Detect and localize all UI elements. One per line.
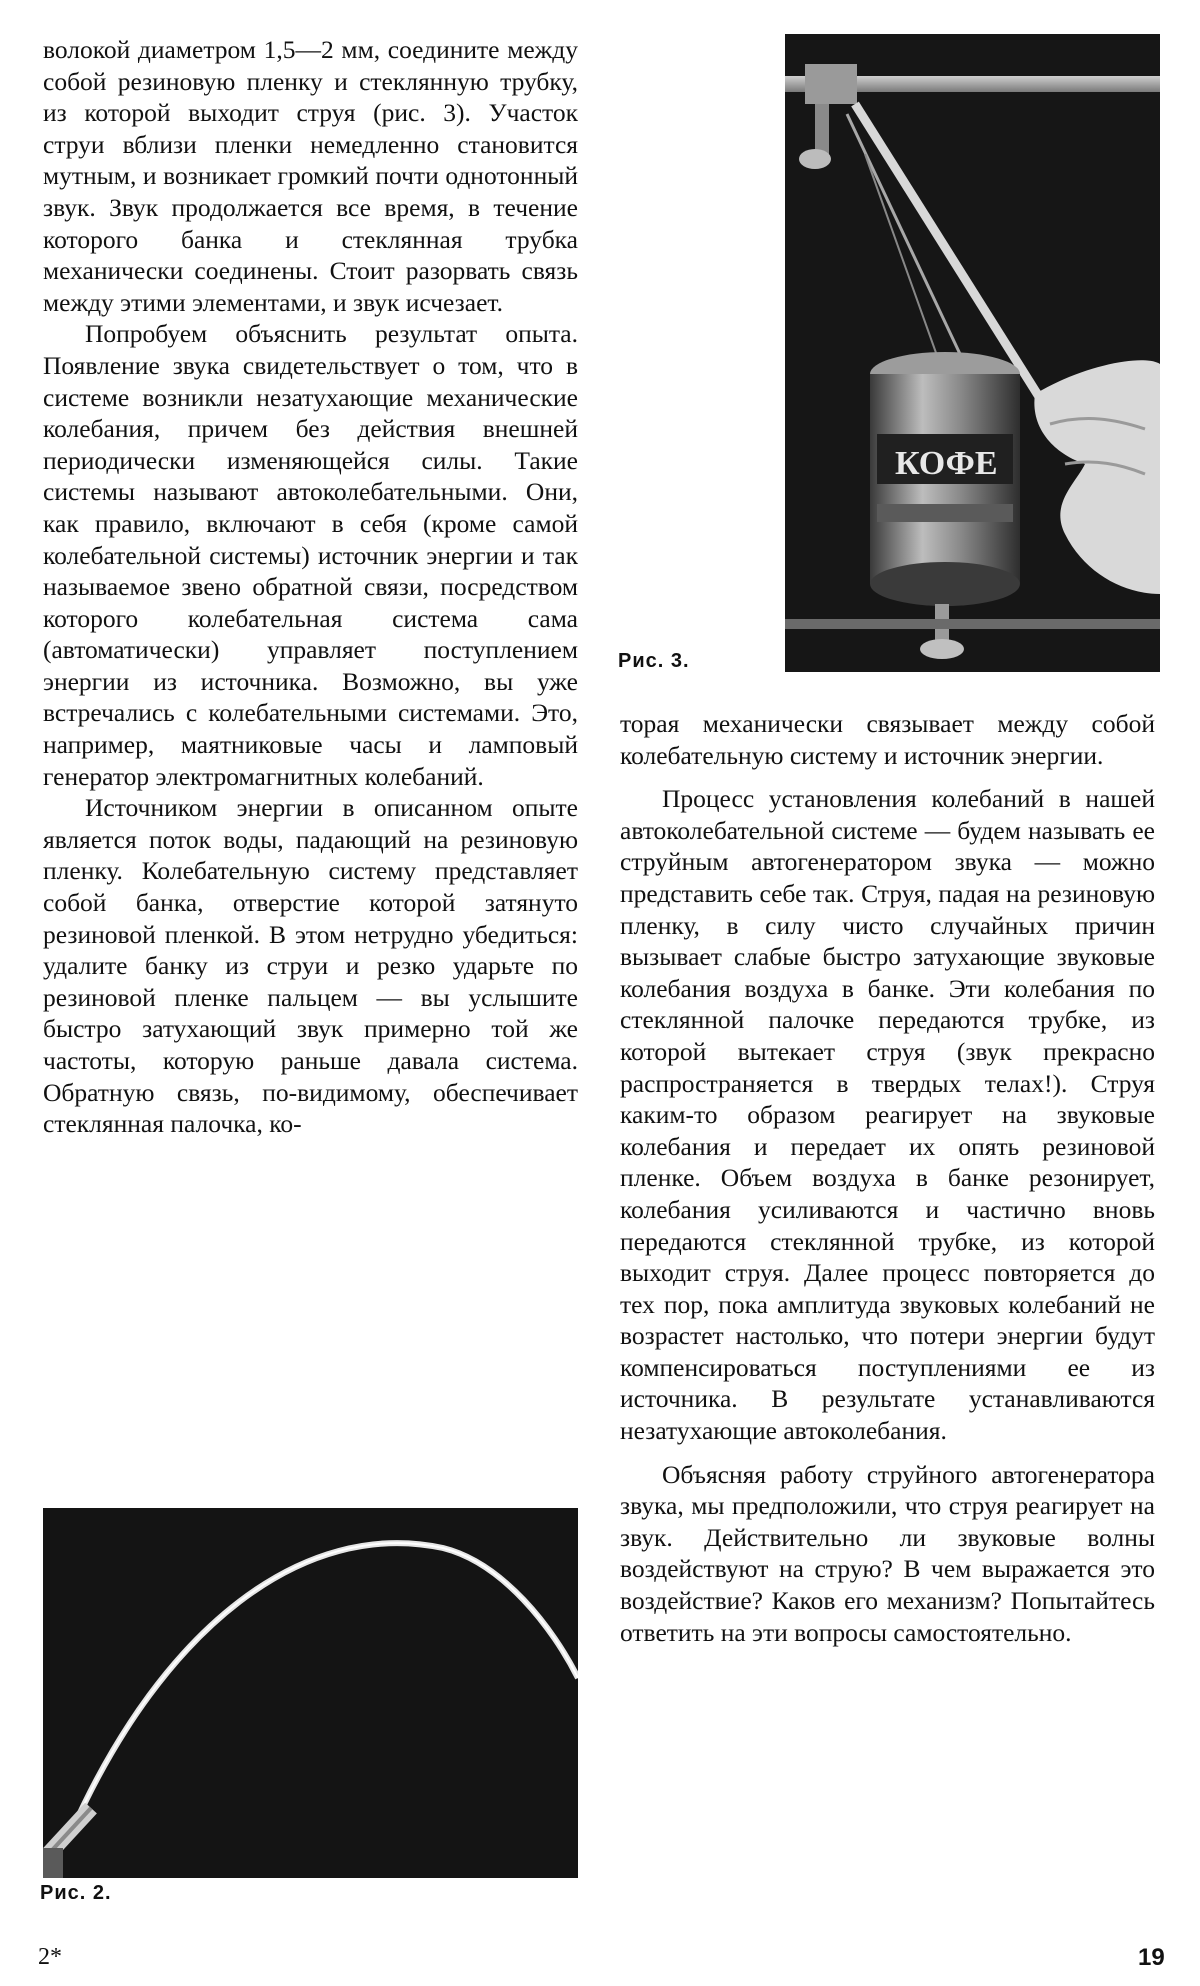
page-number: 19 [1138, 1944, 1165, 1971]
paragraph-right-3: Объясняя работу струйного автогенератора звука, мы предположили, что струя реагирует на звук. Действительно ли звуковые волны воздействуют на струю? В чем выражается это воздействие? Каков его механизм? Попытайтесь ответить на эти вопросы самостоятельно. [620, 1459, 1155, 1647]
paragraph-right-2: Процесс установления колебаний в нашей автоколебательной системе — будем называть ее струйным автогенератором звука — можно представить себе так. Струя, падая на резиновую пленку, в силу чисто случайных причин вызывает слабые быстро затухающие звуковые колебания воздуха в банке. Эти колебания по стеклянной палочке передаются трубке, из которой вытекает струя (звук прекрасно распространяется в твердых телах!). Струя каким-то образом реагирует на звуковые колебания и передает их опять резиновой пленке. Объем воздуха в банке резонирует, колебания усиливаются и частично вновь передаются стеклянной трубке, из которой выходит струя. Далее процесс повторяется до тех пор, пока амплитуда звуковых колебаний не возрастет настолько, что потери энергии будут компенсироваться поступлениями ее из источника. В результате устанавливаются незатухающие автоколебания. [620, 784, 1155, 1446]
coffee-can-apparatus-illustration [785, 34, 1160, 672]
can-label: КОФЕ [895, 445, 998, 482]
figure-2-photo [43, 1508, 578, 1878]
figure-3-photo [785, 34, 1160, 672]
figure-2-caption: Рис. 2. [40, 1882, 112, 1904]
paragraph-left-3: Источником энергии в описанном опыте является поток воды, падающий на резиновую пленку. Колебательную систему представляет собой банка, отверстие которой затянуто резиновой пленкой. В этом нетрудно убедиться: удалите банку из струи и резко ударьте по резиновой пленке пальцем — вы услышите быстро затухающий звук примерно той же частоты, которую раньше давала система. Обратную связь, по-видимому, обеспечивает стеклянная палочка, ко- [43, 793, 578, 1139]
paragraph-left-1: волокой диаметром 1,5—2 мм, соедините между собой резиновую пленку и стеклянную трубку, из которой выходит струя (рис. 3). Участок струи вблизи пленки немедленно становится мутным, и возникает громкий почти однотонный звук. Звук продолжается все время, в течение которого банка и стеклянная трубка механически соединены. Стоит разорвать связь между этими элементами, и звук исчезает. [43, 35, 578, 317]
figure-3-caption: Рис. 3. [618, 650, 690, 672]
right-text-column [620, 708, 1155, 1648]
paragraph-left-2: Попробуем объяснить результат опыта. Появление звука свидетельствует о том, что в системе возникли незатухающие механические колебания, причем без действия внешней периодически изменяющейся силы. Такие системы называют автоколебательными. Они, как правило, включают в себя (кроме самой колебательной системы) источник энергии и так называемое звено обратной связи, посредством которого колебательная система сама (автоматически) управляет поступлением энергии из источника. Возможно, вы уже встречались с колебательными системами. Это, например, маятниковые часы и ламповый генератор электромагнитных колебаний. [43, 319, 578, 791]
signature-mark: 2* [38, 1944, 62, 1970]
left-text-column [43, 34, 578, 1140]
paragraph-right-1: торая механически связывает между собой колебательную систему и источник энергии. [620, 709, 1155, 770]
water-jet-arc-illustration [43, 1508, 578, 1878]
